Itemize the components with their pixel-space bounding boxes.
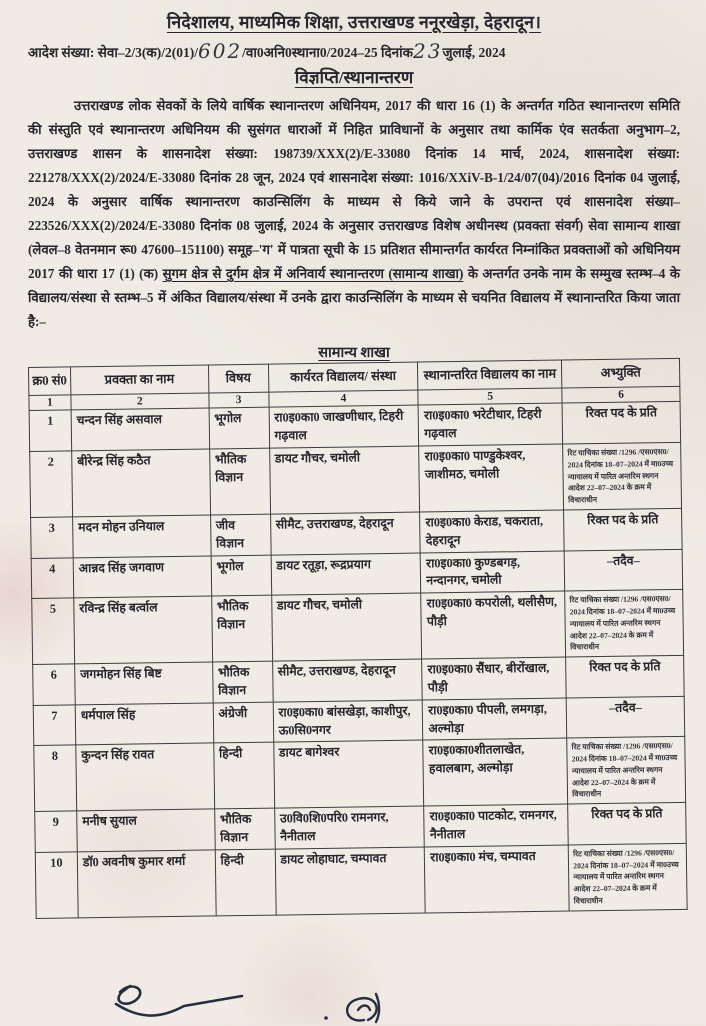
table-row [35, 843, 687, 918]
column-number: 6 [562, 386, 680, 404]
serial-cell: 4 [31, 558, 74, 599]
current-school-cell: डायट बागेश्वर [273, 741, 424, 809]
current-school-cell: डायट रतूड़ा, रूद्रप्रयाग [271, 553, 421, 596]
name-cell: रविन्द्र सिंह बर्त्वाल [74, 596, 213, 664]
serial-cell: 1 [29, 411, 72, 452]
new-school-cell: रा0इ0का0 पाण्डुकेश्वर, जाशीमठ, चमोली [419, 444, 564, 512]
remark-cell: रिक्त पद के प्रति [566, 656, 684, 698]
paragraph-part2: के अन्तर्गत उनके नाम के सम्मुख स्तम्भ–4 के विद्यालय/संस्था से स्तम्भ–5 में अंकित विद्यालय/संस्था में उनके द्वारा काउन्सिलिंग के माध्यम से चयनित विद्यालय में स्थानान्तरित किया जाता है:– [28, 266, 680, 330]
remark-cell: रिक्त पद के प्रति [568, 803, 686, 845]
column-number: 1 [29, 395, 71, 412]
column-number: 5 [418, 388, 562, 406]
subject-cell: भौतिक विज्ञान [214, 809, 274, 850]
new-school-cell: रा0इ0का0 मंच, चम्पावत [425, 845, 570, 913]
order-number-line [28, 40, 680, 61]
current-school-cell: रा0इ0का0 बांसखेड़ा, काशीपुर, ऊ0सि0नगर [273, 700, 423, 743]
serial-cell: 10 [35, 852, 78, 918]
subject-cell: भौतिक विज्ञान [209, 448, 270, 515]
subject-cell: हिन्दी [215, 849, 276, 916]
subject-cell: हिन्दी [213, 743, 274, 810]
order-prefix: आदेश संख्या: सेवा–2/3(क)/2(01)/ [28, 45, 198, 60]
remark-cell: रिक्त पद के प्रति [562, 402, 680, 444]
remark-cell: रिट याचिका संख्या /1296 /एस0एस0/ 2024 दिनांक 18–07–2024 में मा0उच्च न्यायालय में पारित अन्तरिम स्थगन आदेश 22–07–2024 के क्रम में विचाराधीन [563, 443, 682, 510]
subject-cell: भूगोल [209, 408, 269, 449]
col-header-name: प्रवक्ता का नाम [70, 365, 208, 394]
col-header-current-school: कार्यरत विद्यालय/ संस्था [268, 362, 418, 392]
remark-cell: रिट याचिका संख्या /1296 /एस0एस0/ 2024 दिनांक 18–07–2024 में मा0उच्च न्यायालय में पारित अन्तरिम स्थगन आदेश 22–07–2024 के क्रम में विचाराधीन [567, 737, 686, 804]
name-cell: बीरेन्द्र सिंह कठैत [72, 449, 211, 517]
name-cell: मदन मोहन उनियाल [73, 515, 211, 558]
table-row [32, 590, 684, 665]
order-body-paragraph [28, 94, 680, 334]
name-cell: कुन्दन सिंह रावत [76, 744, 215, 812]
table-row [30, 443, 682, 518]
order-middle: /वा0अनि0स्थाना0/2024–25 दिनांक [242, 45, 413, 60]
subject-cell: भौतिक विज्ञान [211, 596, 272, 663]
remark-cell: रिट याचिका संख्या /1296 /एस0एस0/ 2024 दिनांक 18–07–2024 में मा0उच्च न्यायालय में पारित अन्तरिम स्थगन आदेश 22–07–2024 के क्रम में विचाराधीन [565, 590, 684, 657]
subject-cell: भूगोल [211, 555, 271, 596]
order-suffix: जुलाई, 2024 [442, 45, 506, 60]
subject-cell: जीव विज्ञान [210, 514, 270, 555]
remark-cell: रिट याचिका संख्या /1296 /एस0एस0/ 2024 दिनांक 18–07–2024 में मा0उच्च न्यायालय में पारित अन्तरिम स्थगन आदेश 22–07–2024 के क्रम में विचाराधीन [568, 843, 687, 910]
name-cell: डॉ0 अवनीष कुमार शर्मा [77, 850, 216, 918]
new-school-cell: रा0इ0का0 कपरोली, थलीसैण, पौड़ी [421, 591, 566, 659]
serial-cell: 8 [34, 745, 77, 811]
new-school-cell: रा0इ0का0 केराड, चकराता, देहरादून [420, 510, 564, 553]
column-number: 4 [268, 390, 418, 408]
new-school-cell: रा0इ0का0 पाटकोट, रामनगर, नैनीताल [424, 804, 568, 847]
serial-cell: 6 [33, 664, 76, 705]
col-header-subject: विषय [208, 364, 268, 392]
subject-cell: अंग्रेजी [213, 702, 273, 743]
new-school-cell: रा0इ0का0 सैंधार, बीरोंखाल, पौड़ी [422, 657, 566, 700]
current-school-cell: डायट गौचर, चमोली [269, 446, 420, 514]
paragraph-underlined-phrase: सुगम क्षेत्र से दुर्गम क्षेत्र में अनिवार्य स्थानान्तरण (सामान्य शाखा) [162, 266, 464, 282]
col-header-remark: अभ्युक्ति [562, 359, 680, 388]
serial-cell: 5 [32, 598, 75, 664]
handwritten-date: 23 [412, 39, 443, 63]
column-number: 2 [71, 393, 209, 411]
serial-cell: 2 [30, 451, 73, 517]
current-school-cell: रा0इ0का0 जाखणीधार, टिहरी गढ़वाल [269, 406, 419, 449]
signature-scribble-center [318, 992, 398, 1026]
current-school-cell: उ0वि0शि0परि0 रामनगर, नैनीताल [274, 806, 424, 849]
name-cell: आन्नद सिंह जगवाण [73, 556, 211, 599]
name-cell: मनीष सुयाल [77, 809, 215, 852]
column-number: 3 [209, 392, 269, 409]
table-caption: सामान्य शाखा [318, 345, 390, 362]
serial-cell: 7 [33, 705, 76, 746]
table-row [34, 737, 686, 812]
new-school-cell: रा0इ0का0 कुण्डबगड़, नन्दानगर, चमोली [420, 551, 564, 594]
paragraph-part1: उत्तराखण्ड लोक सेवकों के लिये वार्षिक स्थानान्तरण अधिनियम, 2017 की धारा 16 (1) के अन्तर्गत गठित स्थानान्तरण समिति की संस्तुति एवं स्थानान्तरण अधिनियम की सुसंगत धाराओं में निहित प्राविधानों के अनुसार तथा कार्मिक एंव सतर्कता अनुभाग–2, उत्तराखण्ड शासन के शासनादेश संख्या: 198739/XXX(2)/E-33080 दिनांक 14 मार्च, 2024, शासनादेश संख्या: 221278/XXX(2)/2024/E-33080 दिनांक 28 जून, 2024 एवं शासनादेश संख्या: 1016/XXiV-B-1/24/07(04)/2016 दिनांक 04 जुलाई, 2024 के अनुसार वार्षिक स्थानान्तरण काउन्सिलिंग के माध्यम से किये जाने के उपरान्त एवं शासनादेश संख्या– 223526/XXX(2)/2024/E-33080 दिनांक 08 जुलाई, 2024 के अनुसार उत्तराखण्ड विशेष अधीनस्थ (प्रवक्ता संवर्ग) सेवा सामान्य शाखा (लेवल–8 वेतनमान रू0 47600–151100) समूह–'ग' में पात्रता सूची के 15 प्रतिशत सीमान्तर्गत कार्यरत निम्नांकित प्रवक्ताओं को अधिनियम 2017 की धारा 17 (1) (क) [28, 98, 681, 282]
current-school-cell: सीमैट, उत्तराखण्ड, देहरादून [270, 512, 420, 555]
signature-scribble-left [92, 982, 252, 1024]
col-header-new-school: स्थानान्तरित विद्यालय का नाम [418, 360, 562, 390]
new-school-cell: रा0इ0का0 पीपली, लमगड़ा, अल्मोड़ा [423, 698, 567, 741]
serial-cell: 3 [31, 517, 74, 558]
transfer-table [28, 358, 688, 919]
name-cell: जगमोहन सिंह बिष्ट [75, 662, 213, 705]
handwritten-order-number: 602 [197, 39, 243, 63]
page-title: निदेशालय, माध्यमिक शिक्षा, उत्तराखण्ड ननूरखेड़ा, देहरादून। [166, 12, 542, 32]
serial-cell: 9 [35, 811, 78, 852]
new-school-cell: रा0इ0का0शीतलाखेत, हवालबाग, अल्मोड़ा [423, 739, 568, 807]
name-cell: धर्मपाल सिंह [75, 703, 213, 746]
current-school-cell: डायट गौचर, चमोली [271, 593, 422, 661]
name-cell: चन्दन सिंह असवाल [71, 409, 209, 452]
remark-cell: रिक्त पद के प्रति [564, 509, 682, 551]
new-school-cell: रा0इ0का0 भरेटीधार, टिहरी गढ़वाल [418, 404, 562, 447]
current-school-cell: डायट लोहाघाट, चम्पावत [275, 847, 426, 915]
col-header-serial: क्र0 सं0 [29, 367, 71, 395]
document-subtitle: विज्ञप्ति/स्थानान्तरण [294, 68, 414, 87]
remark-cell: –तदैव– [566, 696, 684, 738]
current-school-cell: सीमैट, उत्तराखण्ड, देहरादून [272, 659, 422, 702]
subject-cell: भौतिक विज्ञान [212, 661, 272, 702]
remark-cell: –तदैव– [564, 549, 682, 591]
